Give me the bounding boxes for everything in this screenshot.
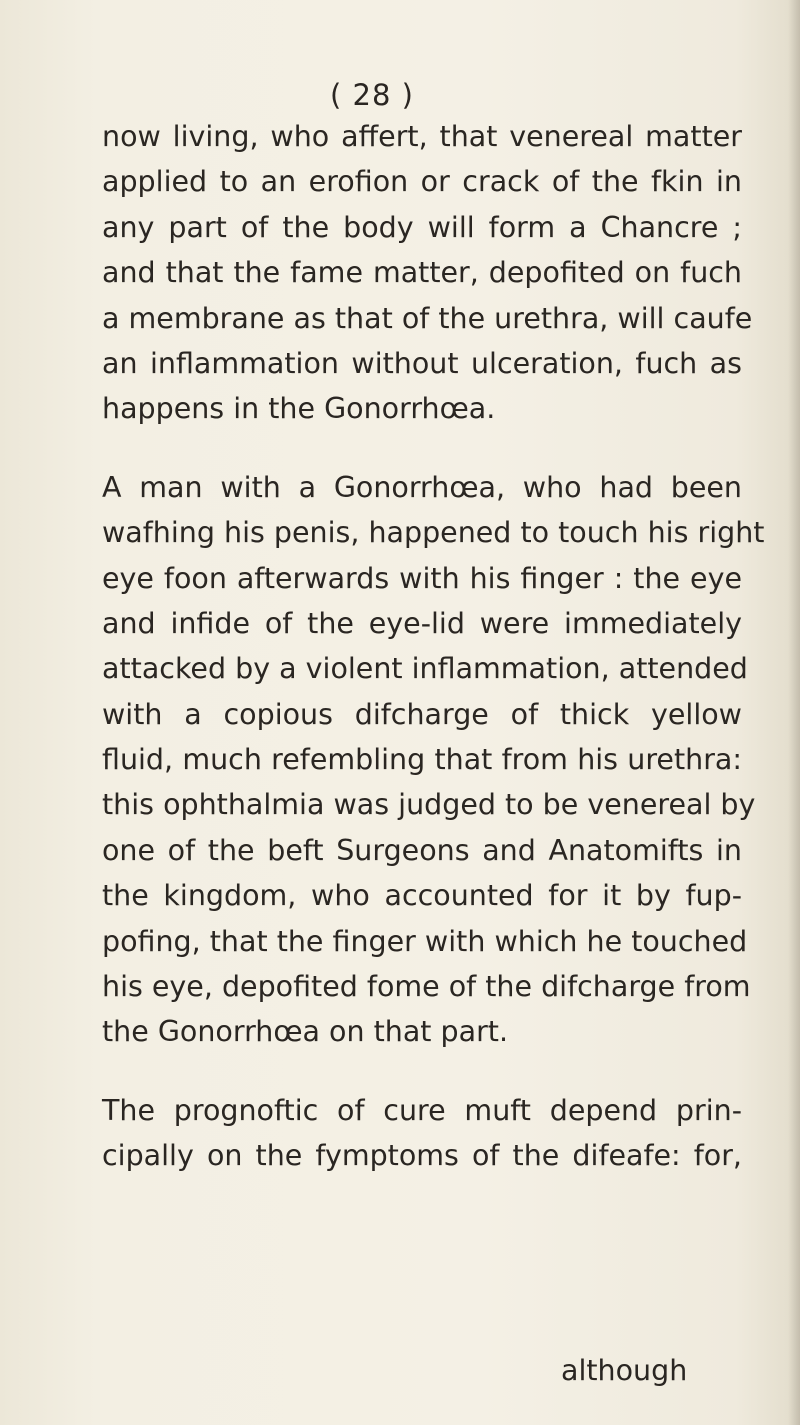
text-line: attacked by a violent inflammation, attended <box>102 652 748 686</box>
text-line: A man with a Gonorrhœa, who had been <box>102 470 742 504</box>
text-line: this ophthalmia was judged to be venereal by <box>102 788 756 822</box>
text-line: and that the fame matter, depofited on fuch <box>102 256 742 290</box>
catchword: although <box>561 1354 688 1387</box>
text-line: cipally on the fymptoms of the difeafe: for, <box>102 1139 742 1173</box>
text-line: the kingdom, who accounted for it by fup- <box>102 879 742 913</box>
body-text <box>102 114 765 1179</box>
text-line: fluid, much refembling that from his urethra: <box>102 743 742 777</box>
text-line: The prognoftic of cure muft depend prin- <box>102 1093 742 1127</box>
paragraph-2 <box>102 465 765 1055</box>
page-number: ( 28 ) <box>330 78 414 112</box>
text-line: with a copious difcharge of thick yellow <box>102 697 742 731</box>
text-line: now living, who affert, that venereal matter <box>102 120 742 153</box>
paragraph-1 <box>102 114 753 432</box>
text-line: any part of the body will form a Chancre ; <box>102 210 742 244</box>
text-line: the Gonorrhœa on that part. <box>102 1015 509 1049</box>
text-line: eye foon afterwards with his finger : the eye <box>102 561 742 595</box>
text-line: and infide of the eye-lid were immediately <box>102 606 742 640</box>
page-edge-shadow <box>788 0 800 1425</box>
text-line: wafhing his penis, happened to touch his right <box>102 516 765 550</box>
paragraph-3 <box>102 1088 742 1179</box>
text-line: pofing, that the finger with which he touched <box>102 924 748 958</box>
text-line: an inflammation without ulceration, fuch as <box>102 346 742 380</box>
text-line: one of the beft Surgeons and Anatomifts in <box>102 833 742 867</box>
text-line: a membrane as that of the urethra, will caufe <box>102 301 753 335</box>
text-line: happens in the Gonorrhœa. <box>102 392 496 426</box>
text-line: his eye, depofited fome of the difcharge from <box>102 970 751 1004</box>
text-line: applied to an erofion or crack of the fkin in <box>102 165 742 199</box>
